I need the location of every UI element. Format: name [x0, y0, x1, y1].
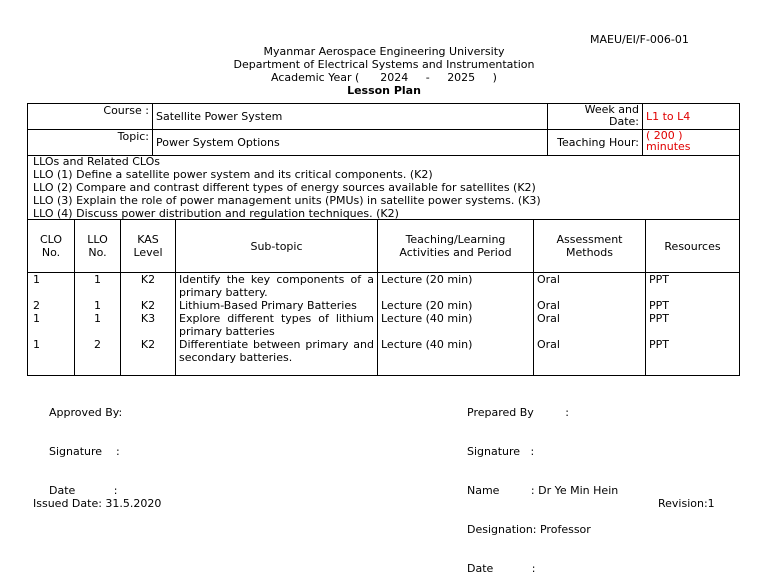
prepared-name: Name : Dr Ye Min Hein — [467, 484, 619, 497]
week-value: L1 to L4 — [643, 104, 740, 130]
approved-by-label: Approved By: — [49, 406, 123, 419]
header-kas-line-1: KAS — [137, 233, 159, 246]
document-code: MAEU/EI/F-006-01 — [590, 33, 689, 46]
page-title: Lesson Plan — [347, 84, 421, 97]
assessment-column — [534, 273, 646, 376]
department-name: Department of Electrical Systems and Instrumentation — [233, 58, 535, 71]
assessment-row-2: Oral — [537, 299, 560, 312]
subtopic-row-4-line-1: Differentiate between primary and — [179, 338, 374, 351]
clo-row-3: 1 — [33, 312, 40, 325]
issued-date: Issued Date: 31.5.2020 — [33, 497, 162, 510]
course-row — [28, 104, 740, 130]
header-llo-line-2: No. — [88, 246, 107, 259]
subtopic-row-2: Lithium-Based Primary Batteries — [179, 299, 357, 312]
header-subtopic: Sub-topic — [176, 220, 378, 273]
llo-item-1: LLO (1) Define a satellite power system and its critical components. (K2) — [33, 168, 433, 181]
clo-row-1: 1 — [33, 273, 40, 286]
llo-row-2: 1 — [94, 299, 101, 312]
subtopic-row-3-line-2: primary batteries — [179, 325, 275, 338]
assessment-row-4: Oral — [537, 338, 560, 351]
course-value: Satellite Power System — [153, 104, 548, 130]
prepared-date-label: Date : — [467, 562, 536, 575]
header-llo-line-1: LLO — [87, 233, 108, 246]
teaching-row-4: Lecture (40 min) — [381, 338, 473, 351]
teaching-hour-label: Teaching Hour: — [548, 130, 643, 156]
kas-row-1: K2 — [140, 273, 156, 286]
header-clo-no — [28, 220, 75, 273]
assessment-row-3: Oral — [537, 312, 560, 325]
header-assessment-line-1: Assessment — [556, 233, 623, 246]
clo-column — [28, 273, 75, 376]
resources-row-2: PPT — [649, 299, 669, 312]
llo-row-3: 1 — [94, 312, 101, 325]
header-teaching-line-2: Activities and Period — [399, 246, 512, 259]
clo-row-4: 1 — [33, 338, 40, 351]
week-label-line-1: Week and — [584, 103, 639, 116]
lesson-table-body — [28, 273, 740, 376]
llo-item-2: LLO (2) Compare and contrast different types of energy sources available for satellites (K2) — [33, 181, 536, 194]
header-clo-line-2: No. — [41, 246, 61, 259]
approval-signature-label: Signature : — [49, 445, 120, 458]
header-assessment-line-2: Methods — [566, 246, 613, 259]
kas-column — [121, 273, 176, 376]
course-label: Course : — [28, 104, 153, 130]
subtopic-column — [176, 273, 378, 376]
header-kas-level — [121, 220, 176, 273]
subtopic-row-3-line-1: Explore different types of lithium — [179, 312, 374, 325]
header-resources: Resources — [646, 220, 740, 273]
teaching-hour-line-2: minutes — [646, 140, 691, 153]
llo-item-3: LLO (3) Explain the role of power management units (PMUs) in satellite power systems. (K3) — [33, 194, 541, 207]
header-teaching-line-1: Teaching/Learning — [405, 233, 506, 246]
teaching-row-3: Lecture (40 min) — [381, 312, 473, 325]
topic-value: Power System Options — [153, 130, 548, 156]
llo-row-1: 1 — [94, 273, 101, 286]
approval-block — [49, 380, 122, 510]
week-label-line-2: Date: — [609, 115, 639, 128]
kas-row-4: K2 — [140, 338, 156, 351]
llo-section — [27, 155, 740, 219]
prepared-block — [467, 380, 618, 588]
subtopic-row-4-line-2: secondary batteries. — [179, 351, 293, 364]
lesson-table — [27, 219, 740, 376]
revision: Revision:1 — [658, 497, 715, 510]
subtopic-row-1-line-1: Identify the key components of a — [179, 273, 374, 286]
teaching-hour-value — [643, 130, 740, 156]
llo-row-4: 2 — [94, 338, 101, 351]
prepared-designation: Designation: Professor — [467, 523, 591, 536]
llo-column — [75, 273, 121, 376]
assessment-row-1: Oral — [537, 273, 560, 286]
kas-row-3: K3 — [140, 312, 156, 325]
header-llo-no — [75, 220, 121, 273]
approval-date-label: Date : — [49, 484, 118, 497]
subtopic-row-1-line-2: primary battery. — [179, 286, 268, 299]
kas-row-2: K2 — [140, 299, 156, 312]
resources-row-3: PPT — [649, 312, 669, 325]
lesson-table-header — [28, 220, 740, 273]
topic-row — [28, 130, 740, 156]
header-teaching — [378, 220, 534, 273]
week-label — [548, 104, 643, 130]
prepared-by-label: Prepared By : — [467, 406, 569, 419]
academic-year: Academic Year ( 2024 - 2025 ) — [271, 71, 497, 84]
clo-row-2: 2 — [33, 299, 40, 312]
resources-row-1: PPT — [649, 273, 669, 286]
teaching-row-2: Lecture (20 min) — [381, 299, 473, 312]
topic-label: Topic: — [28, 130, 153, 156]
course-info-table — [27, 103, 740, 156]
header-kas-line-2: Level — [133, 246, 163, 259]
llo-item-4: LLO (4) Discuss power distribution and regulation techniques. (K2) — [33, 207, 399, 220]
teaching-hour-line-1: ( 200 ) — [646, 129, 683, 142]
university-name: Myanmar Aerospace Engineering University — [263, 45, 505, 58]
resources-column — [646, 273, 740, 376]
teaching-column — [378, 273, 534, 376]
prepared-signature-label: Signature : — [467, 445, 535, 458]
header-clo-line-1: CLO — [39, 233, 63, 246]
resources-row-4: PPT — [649, 338, 669, 351]
llo-heading: LLOs and Related CLOs — [33, 155, 161, 168]
header-assessment — [534, 220, 646, 273]
teaching-row-1: Lecture (20 min) — [381, 273, 473, 286]
